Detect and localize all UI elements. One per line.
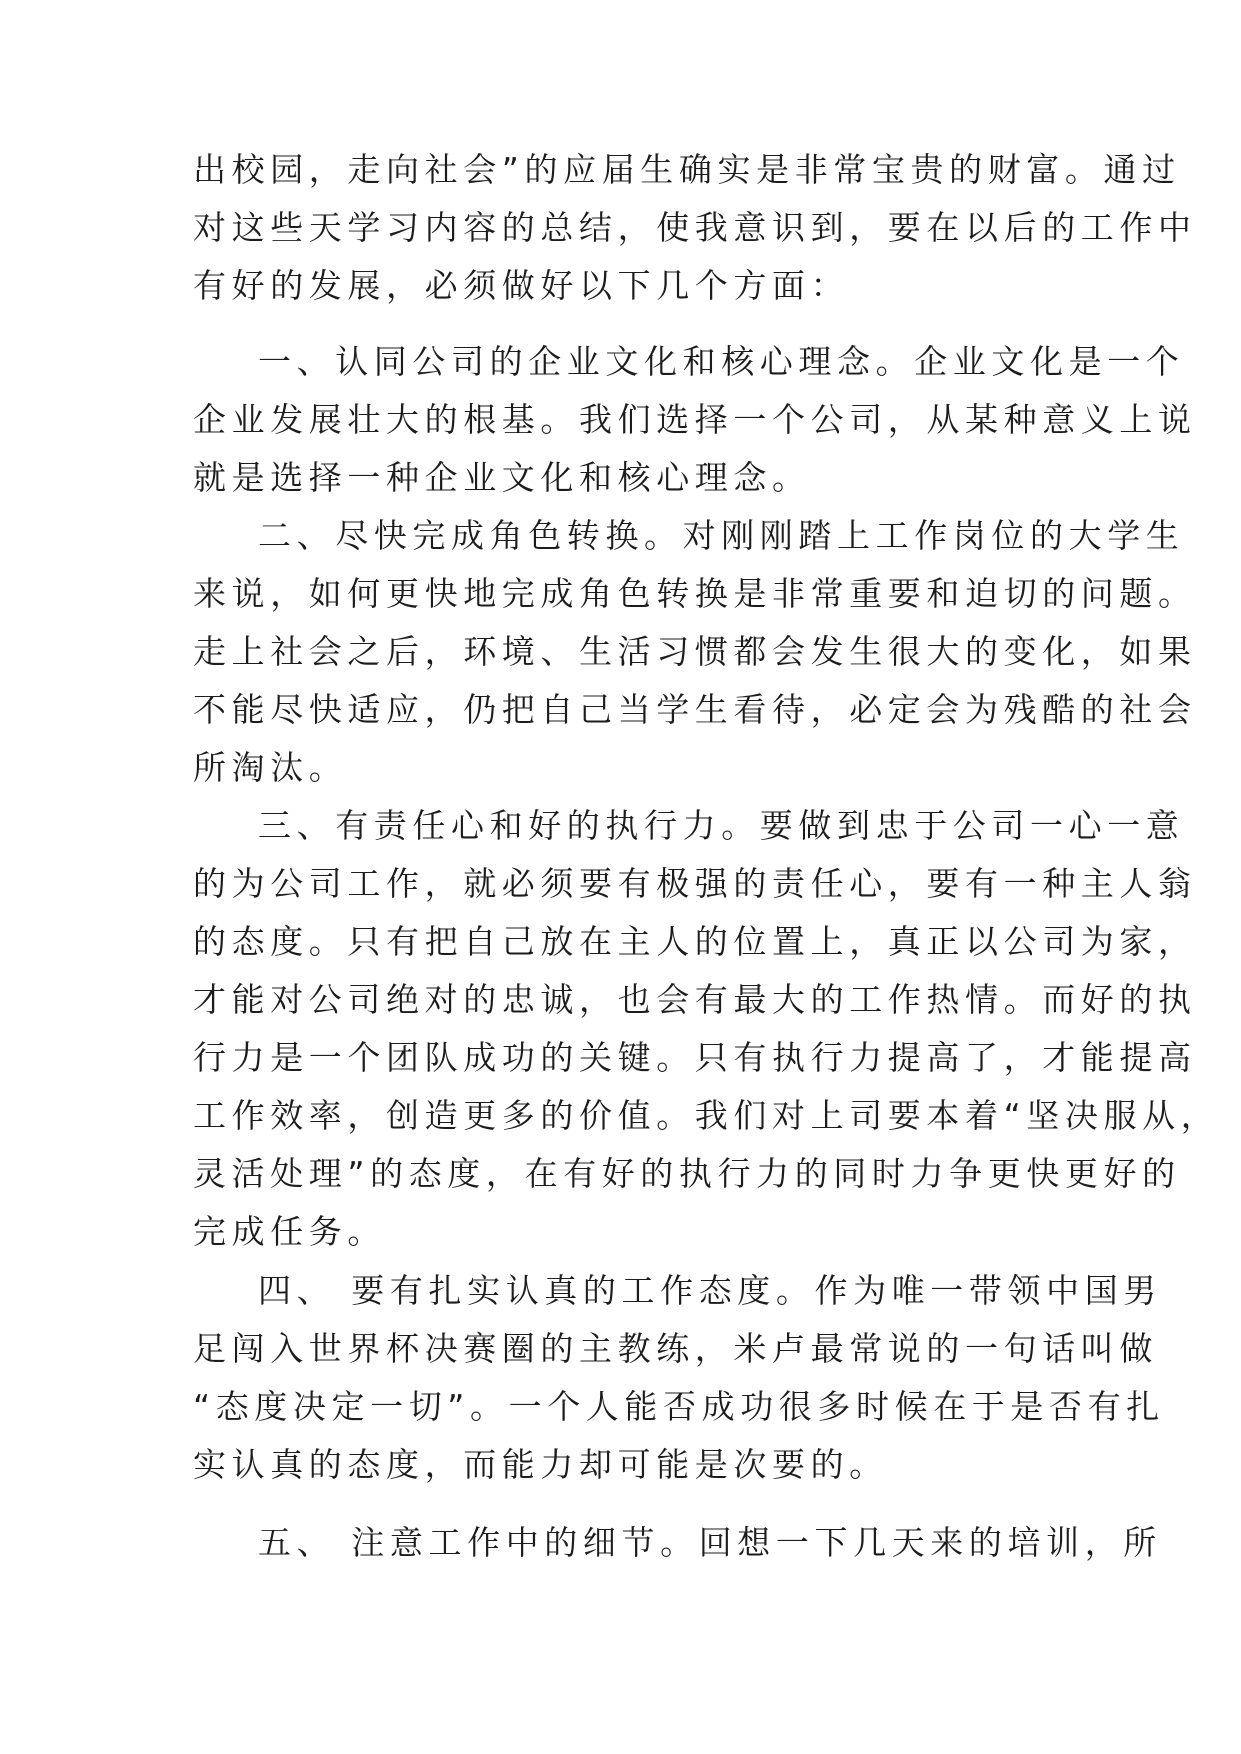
paragraph-line: 足闯入世界杯决赛圈的主教练，米卢最常说的一句话叫做 (193, 1329, 1158, 1368)
paragraph-line: 企业发展壮大的根基。我们选择一个公司，从某种意义上说 (193, 400, 1197, 439)
paragraph-line: 行力是一个团队成功的关键。只有执行力提高了，才能提高 (193, 1038, 1197, 1077)
paragraph-line: 实认真的态度，而能力却可能是次要的。 (193, 1445, 888, 1484)
paragraph-line: 对这些天学习内容的总结，使我意识到，要在以后的工作中 (193, 208, 1197, 247)
paragraph-line: “态度决定一切”。一个人能否成功很多时候在于是否有扎 (193, 1387, 1165, 1426)
paragraph-line: 工作效率，创造更多的价值。我们对上司要本着“坚决服从， (193, 1096, 1220, 1135)
paragraph-line: 所淘汰。 (193, 748, 348, 787)
paragraph-line: 的为公司工作，就必须要有极强的责任心，要有一种主人翁 (193, 864, 1197, 903)
paragraph-line: 的态度。只有把自己放在主人的位置上，真正以公司为家， (193, 922, 1197, 961)
paragraph-line: 五、 注意工作中的细节。回想一下几天来的培训，所 (258, 1523, 1162, 1562)
paragraph-line: 出校园，走向社会”的应届生确实是非常宝贵的财富。通过 (193, 150, 1181, 189)
paragraph-line: 灵活处理”的态度，在有好的执行力的同时力争更快更好的 (193, 1154, 1181, 1193)
paragraph-line: 来说，如何更快地完成角色转换是非常重要和迫切的问题。 (193, 574, 1197, 613)
paragraph-line: 完成任务。 (193, 1212, 386, 1251)
paragraph-line: 才能对公司绝对的忠诚，也会有最大的工作热情。而好的执 (193, 980, 1197, 1019)
paragraph-line: 二、尽快完成角色转换。对刚刚踏上工作岗位的大学生 (258, 516, 1185, 555)
paragraph-line: 有好的发展，必须做好以下几个方面： (193, 266, 850, 305)
paragraph-line: 走上社会之后，环境、生活习惯都会发生很大的变化，如果 (193, 632, 1197, 671)
paragraph-line: 三、有责任心和好的执行力。要做到忠于公司一心一意 (258, 806, 1185, 845)
paragraph-line: 不能尽快适应，仍把自己当学生看待，必定会为残酷的社会 (193, 690, 1197, 729)
paragraph-line: 四、 要有扎实认真的工作态度。作为唯一带领中国男 (258, 1271, 1162, 1310)
paragraph-line: 就是选择一种企业文化和核心理念。 (193, 458, 811, 497)
paragraph-line: 一、认同公司的企业文化和核心理念。企业文化是一个 (258, 342, 1185, 381)
